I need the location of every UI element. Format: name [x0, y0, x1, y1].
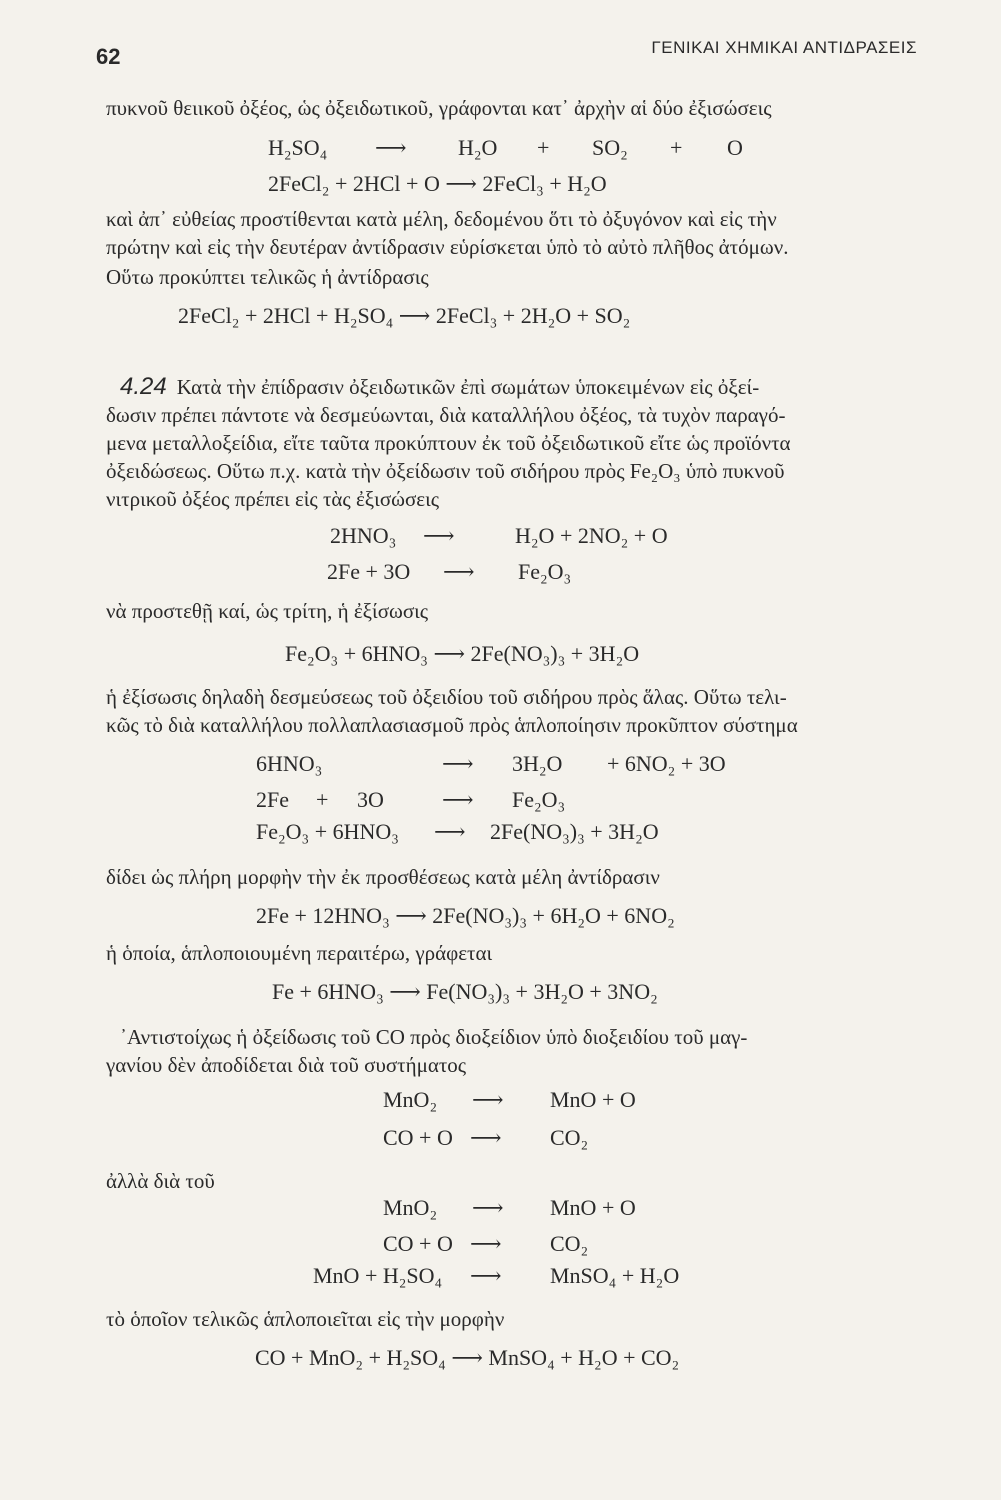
equation-term: O: [727, 135, 743, 160]
equation-term: 2Fe(NO₃)₃ + 3H₂O: [490, 819, 659, 844]
equation-term: CO + O: [383, 1125, 453, 1150]
equation-term: + 6NO₂ + 3O: [607, 751, 726, 776]
equation-term: MnO₂: [383, 1087, 438, 1112]
section-number: 4.24: [120, 373, 167, 400]
equation-term: MnO₂: [383, 1195, 438, 1220]
text-line: Κατὰ τὴν ἐπίδρασιν ὀξειδωτικῶν ἐπὶ σωμάτων ὑποκειμένων εἰς ὀξεί-: [176, 375, 760, 399]
equation-line: Fe₂O₃ + 6HNO₃ ⟶ 2Fe(NO₃)₃ + 3H₂O: [285, 641, 640, 666]
section-paragraph-line: [120, 374, 759, 400]
equation-term: MnO + H₂SO₄: [313, 1263, 443, 1288]
text-line: μενα μεταλλοξείδια, εἴτε ταῦτα προκύπτουν ἐκ τοῦ ὀξειδωτικοῦ εἴτε ὡς προϊόντα: [106, 431, 791, 455]
equation-term: 6HNO₃: [256, 751, 323, 776]
equation-term: CO + O: [383, 1231, 453, 1256]
equation-term: MnSO₄ + H₂O: [550, 1263, 680, 1288]
reaction-arrow: ⟶: [434, 819, 466, 844]
equation-term: +: [316, 787, 329, 812]
reaction-arrow: ⟶: [470, 1263, 502, 1288]
reaction-arrow: ⟶: [443, 559, 475, 584]
equation-term: Fe₂O₃: [518, 559, 572, 584]
text-line: τὸ ὁποῖον τελικῶς ἁπλοποιεῖται εἰς τὴν μορφὴν: [106, 1307, 505, 1331]
equation-line: 2FeCl₂ + 2HCl + O ⟶ 2FeCl₃ + H₂O: [268, 171, 607, 196]
equation-term: 2Fe + 3O: [327, 559, 411, 584]
text-line: πυκνοῦ θειικοῦ ὀξέος, ὡς ὀξειδωτικοῦ, γράφονται κατ᾽ ἀρχὴν αἱ δύο ἐξισώσεις: [106, 96, 772, 120]
equation-line: Fe + 6HNO₃ ⟶ Fe(NO₃)₃ + 3H₂O + 3NO₂: [272, 979, 658, 1004]
reaction-arrow: ⟶: [472, 1195, 504, 1220]
text-line: νιτρικοῦ ὀξέος πρέπει εἰς τὰς ἐξισώσεις: [106, 487, 440, 511]
equation-term: +: [537, 135, 550, 160]
equation-term: 2Fe: [256, 787, 289, 812]
text-line: δίδει ὡς πλήρη μορφὴν τὴν ἐκ προσθέσεως κατὰ μέλη ἀντίδρασιν: [106, 865, 660, 889]
equation-line: 2Fe + 12HNO₃ ⟶ 2Fe(NO₃)₃ + 6H₂O + 6NO₂: [256, 903, 675, 928]
text-line: νὰ προστεθῇ καί, ὡς τρίτη, ἡ ἐξίσωσις: [106, 599, 429, 623]
equation-term: H₂O: [458, 135, 498, 160]
equation-term: Fe₂O₃ + 6HNO₃: [256, 819, 399, 844]
reaction-arrow: ⟶: [472, 1087, 504, 1112]
equation-line: 2FeCl₂ + 2HCl + H₂SO₄ ⟶ 2FeCl₃ + 2H₂O + SO₂: [178, 303, 631, 328]
text-line: πρώτην καὶ εἰς τὴν δευτέραν ἀντίδρασιν εὑρίσκεται ὑπὸ τὸ αὐτὸ πλῆθος ἀτόμων.: [106, 235, 789, 259]
reaction-arrow: ⟶: [442, 787, 474, 812]
equation-term: +: [670, 135, 683, 160]
equation-term: H₂O + 2NO₂ + O: [515, 523, 668, 548]
text-line: ἡ ἐξίσωσις δηλαδὴ δεσμεύσεως τοῦ ὀξειδίου τοῦ σιδήρου πρὸς ἅλας. Οὕτω τελι-: [106, 685, 787, 709]
equation-line: CO + MnO₂ + H₂SO₄ ⟶ MnSO₄ + H₂O + CO₂: [255, 1345, 680, 1370]
equation-term: CO₂: [550, 1231, 589, 1256]
text-line: καὶ ἀπ᾽ εὐθείας προστίθενται κατὰ μέλη, δεδομένου ὅτι τὸ ὀξυγόνον καὶ εἰς τὴν: [106, 207, 777, 231]
page-number: 62: [96, 44, 121, 69]
reaction-arrow: ⟶: [375, 135, 407, 160]
equation-term: MnO + O: [550, 1195, 636, 1220]
equation-term: Fe₂O₃: [512, 787, 566, 812]
equation-term: 3O: [357, 787, 384, 812]
text-line: ᾽Αντιστοίχως ἡ ὀξείδωσις τοῦ CO πρὸς διοξείδιον ὑπὸ διοξειδίου τοῦ μαγ-: [120, 1025, 748, 1049]
text-line: ἡ ὁποία, ἁπλοποιουμένη περαιτέρω, γράφεται: [106, 941, 493, 965]
equation-term: H₂SO₄: [268, 135, 328, 160]
equation-term: 2HNO₃: [330, 523, 397, 548]
equation-term: CO₂: [550, 1125, 589, 1150]
equation-term: 3H₂O: [512, 751, 563, 776]
reaction-arrow: ⟶: [470, 1125, 502, 1150]
text-line: γανίου δὲν ἀποδίδεται διὰ τοῦ συστήματος: [106, 1053, 467, 1077]
reaction-arrow: ⟶: [470, 1231, 502, 1256]
equation-term: MnO + O: [550, 1087, 636, 1112]
reaction-arrow: ⟶: [442, 751, 474, 776]
text-line: ὀξειδώσεως. Οὕτω π.χ. κατὰ τὴν ὀξείδωσιν τοῦ σιδήρου πρὸς Fe₂O₃ ὑπὸ πυκνοῦ: [106, 459, 785, 483]
text-line: κῶς τὸ διὰ καταλλήλου πολλαπλασιασμοῦ πρὸς ἁπλοποίησιν προκῦπτον σύστημα: [106, 713, 798, 737]
text-line: ἀλλὰ διὰ τοῦ: [106, 1169, 215, 1193]
equation-term: SO₂: [592, 135, 628, 160]
text-line: Οὕτω προκύπτει τελικῶς ἡ ἀντίδρασις: [106, 265, 429, 289]
running-title: ΓΕΝΙΚΑΙ ΧΗΜΙΚΑΙ ΑΝΤΙΔΡΑΣΕΙΣ: [651, 38, 917, 57]
reaction-arrow: ⟶: [423, 523, 455, 548]
text-line: δωσιν πρέπει πάντοτε νὰ δεσμεύωνται, διὰ καταλλήλου ὀξέος, τὰ τυχὸν παραγό-: [106, 403, 786, 427]
